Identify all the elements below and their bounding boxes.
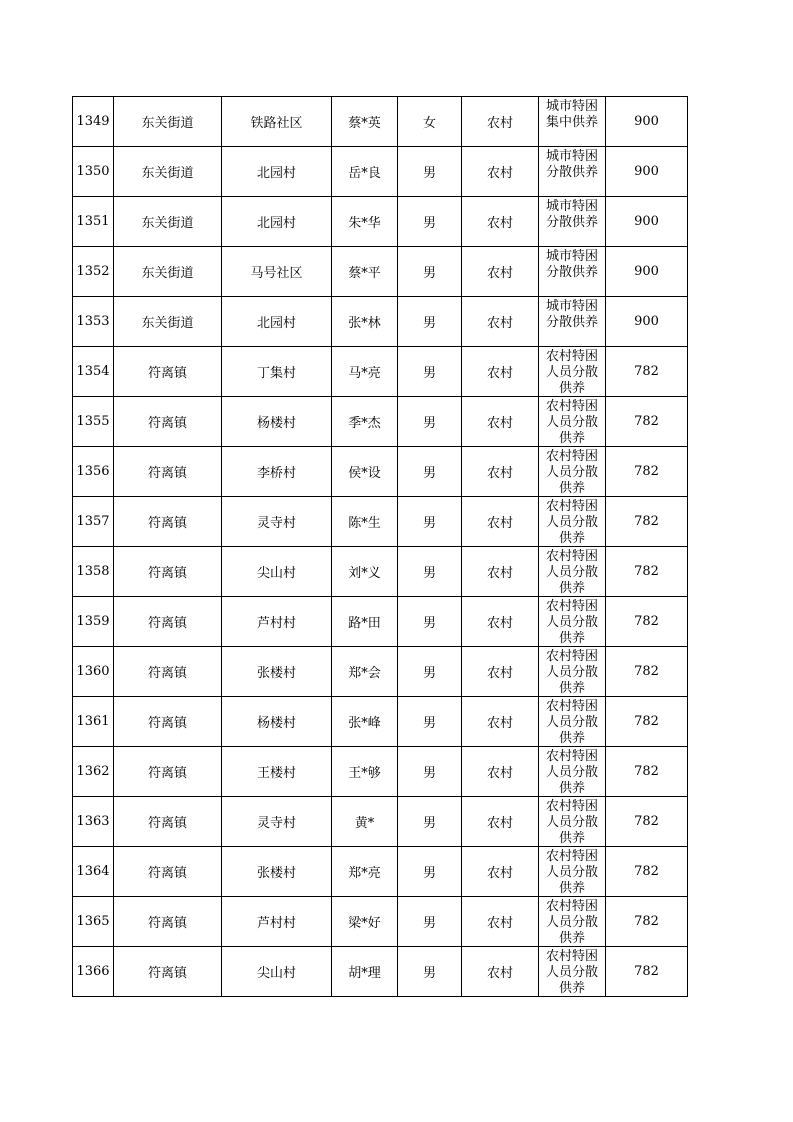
cell-village: 北园村: [222, 197, 332, 247]
cell-household-type: 农村: [462, 447, 539, 497]
cell-support-category: [539, 947, 606, 997]
cell-amount: 900: [606, 97, 688, 147]
cell-serial-number: 1363: [73, 797, 114, 847]
cell-village: 尖山村: [222, 547, 332, 597]
cell-support-category: [539, 547, 606, 597]
cell-village: 铁路社区: [222, 97, 332, 147]
cell-support-category: [539, 347, 606, 397]
support-category-text: 农村特困人员分散供养: [545, 549, 598, 594]
cell-village: 芦村村: [222, 897, 332, 947]
cell-gender: 男: [398, 847, 462, 897]
cell-gender: 男: [398, 447, 462, 497]
cell-person-name: 侯*设: [332, 447, 398, 497]
cell-street: 符离镇: [114, 697, 222, 747]
cell-support-category: [539, 797, 606, 847]
cell-street: 符离镇: [114, 897, 222, 947]
cell-amount: 782: [606, 497, 688, 547]
table-row: [73, 447, 688, 497]
cell-household-type: 农村: [462, 147, 539, 197]
cell-amount: 782: [606, 647, 688, 697]
cell-serial-number: 1357: [73, 497, 114, 547]
support-category-text: 农村特困人员分散供养: [545, 799, 598, 844]
cell-gender: 男: [398, 697, 462, 747]
cell-support-category: [539, 497, 606, 547]
cell-street: 东关街道: [114, 147, 222, 197]
cell-serial-number: 1355: [73, 397, 114, 447]
cell-person-name: 陈*生: [332, 497, 398, 547]
support-category-text: 农村特困人员分散供养: [545, 399, 598, 444]
cell-village: 张楼村: [222, 847, 332, 897]
cell-gender: 女: [398, 97, 462, 147]
cell-gender: 男: [398, 647, 462, 697]
cell-household-type: 农村: [462, 597, 539, 647]
table-row: [73, 647, 688, 697]
cell-person-name: 张*峰: [332, 697, 398, 747]
cell-support-category: [539, 397, 606, 447]
cell-serial-number: 1349: [73, 97, 114, 147]
cell-support-category: [539, 197, 606, 247]
cell-household-type: 农村: [462, 797, 539, 847]
cell-street: 符离镇: [114, 397, 222, 447]
cell-amount: 900: [606, 247, 688, 297]
cell-support-category: [539, 147, 606, 197]
cell-street: 东关街道: [114, 97, 222, 147]
cell-person-name: 蔡*英: [332, 97, 398, 147]
cell-person-name: 马*亮: [332, 347, 398, 397]
cell-gender: 男: [398, 897, 462, 947]
cell-amount: 782: [606, 847, 688, 897]
cell-street: 符离镇: [114, 597, 222, 647]
cell-person-name: 朱*华: [332, 197, 398, 247]
support-category-text: 农村特困人员分散供养: [545, 749, 598, 794]
cell-household-type: 农村: [462, 297, 539, 347]
cell-street: 符离镇: [114, 547, 222, 597]
cell-gender: 男: [398, 147, 462, 197]
support-category-text: 农村特困人员分散供养: [545, 599, 598, 644]
cell-support-category: [539, 897, 606, 947]
cell-street: 东关街道: [114, 197, 222, 247]
cell-person-name: 梁*好: [332, 897, 398, 947]
cell-amount: 782: [606, 947, 688, 997]
cell-household-type: 农村: [462, 247, 539, 297]
cell-person-name: 季*杰: [332, 397, 398, 447]
support-category-text: 农村特困人员分散供养: [545, 349, 598, 394]
support-category-text: 农村特困人员分散供养: [545, 849, 598, 894]
table-body: [73, 97, 688, 997]
table-row: [73, 547, 688, 597]
cell-support-category: [539, 597, 606, 647]
cell-village: 灵寺村: [222, 797, 332, 847]
table-row: [73, 797, 688, 847]
table-row: [73, 147, 688, 197]
cell-support-category: [539, 247, 606, 297]
support-category-text: 农村特困人员分散供养: [545, 899, 598, 944]
cell-street: 东关街道: [114, 247, 222, 297]
table-row: [73, 197, 688, 247]
cell-serial-number: 1361: [73, 697, 114, 747]
cell-household-type: 农村: [462, 97, 539, 147]
support-category-text: 农村特困人员分散供养: [545, 649, 598, 694]
cell-village: 丁集村: [222, 347, 332, 397]
table-row: [73, 947, 688, 997]
cell-household-type: 农村: [462, 497, 539, 547]
cell-street: 符离镇: [114, 497, 222, 547]
cell-serial-number: 1362: [73, 747, 114, 797]
cell-amount: 900: [606, 197, 688, 247]
cell-gender: 男: [398, 197, 462, 247]
cell-gender: 男: [398, 547, 462, 597]
cell-support-category: [539, 697, 606, 747]
cell-gender: 男: [398, 497, 462, 547]
table-row: [73, 347, 688, 397]
cell-person-name: 胡*理: [332, 947, 398, 997]
cell-household-type: 农村: [462, 847, 539, 897]
cell-amount: 900: [606, 147, 688, 197]
support-category-text: 农村特困人员分散供养: [545, 499, 598, 544]
cell-household-type: 农村: [462, 897, 539, 947]
support-category-text: 农村特困人员分散供养: [545, 449, 598, 494]
cell-amount: 782: [606, 547, 688, 597]
cell-household-type: 农村: [462, 747, 539, 797]
cell-support-category: [539, 297, 606, 347]
cell-street: 符离镇: [114, 797, 222, 847]
cell-serial-number: 1358: [73, 547, 114, 597]
cell-serial-number: 1360: [73, 647, 114, 697]
cell-gender: 男: [398, 597, 462, 647]
cell-serial-number: 1356: [73, 447, 114, 497]
cell-serial-number: 1351: [73, 197, 114, 247]
cell-village: 李桥村: [222, 447, 332, 497]
support-category-text: 城市特困分散供养: [545, 249, 598, 280]
cell-household-type: 农村: [462, 647, 539, 697]
cell-serial-number: 1359: [73, 597, 114, 647]
table-row: [73, 297, 688, 347]
table-row: [73, 747, 688, 797]
cell-household-type: 农村: [462, 547, 539, 597]
cell-street: 符离镇: [114, 947, 222, 997]
table-row: [73, 697, 688, 747]
cell-gender: 男: [398, 347, 462, 397]
cell-amount: 782: [606, 347, 688, 397]
table-row: [73, 597, 688, 647]
cell-amount: 782: [606, 797, 688, 847]
cell-village: 张楼村: [222, 647, 332, 697]
cell-serial-number: 1364: [73, 847, 114, 897]
cell-street: 符离镇: [114, 647, 222, 697]
relief-roster-table: [72, 96, 688, 997]
cell-serial-number: 1352: [73, 247, 114, 297]
cell-street: 符离镇: [114, 447, 222, 497]
table-row: [73, 497, 688, 547]
table-row: [73, 397, 688, 447]
cell-support-category: [539, 97, 606, 147]
cell-gender: 男: [398, 747, 462, 797]
cell-support-category: [539, 647, 606, 697]
cell-support-category: [539, 447, 606, 497]
support-category-text: 城市特困集中供养: [545, 99, 598, 130]
cell-support-category: [539, 747, 606, 797]
cell-household-type: 农村: [462, 697, 539, 747]
cell-village: 芦村村: [222, 597, 332, 647]
cell-serial-number: 1366: [73, 947, 114, 997]
cell-village: 北园村: [222, 297, 332, 347]
support-category-text: 城市特困分散供养: [545, 199, 598, 230]
cell-village: 北园村: [222, 147, 332, 197]
cell-person-name: 黄*: [332, 797, 398, 847]
cell-amount: 782: [606, 447, 688, 497]
support-category-text: 农村特困人员分散供养: [545, 949, 598, 994]
cell-person-name: 岳*良: [332, 147, 398, 197]
cell-household-type: 农村: [462, 197, 539, 247]
cell-amount: 782: [606, 747, 688, 797]
cell-support-category: [539, 847, 606, 897]
table-row: [73, 97, 688, 147]
support-category-text: 农村特困人员分散供养: [545, 699, 598, 744]
cell-village: 杨楼村: [222, 397, 332, 447]
cell-amount: 782: [606, 697, 688, 747]
cell-amount: 782: [606, 397, 688, 447]
cell-person-name: 路*田: [332, 597, 398, 647]
cell-gender: 男: [398, 297, 462, 347]
cell-gender: 男: [398, 947, 462, 997]
cell-person-name: 刘*义: [332, 547, 398, 597]
cell-amount: 782: [606, 897, 688, 947]
table-row: [73, 897, 688, 947]
support-category-text: 城市特困分散供养: [545, 299, 598, 330]
cell-household-type: 农村: [462, 397, 539, 447]
cell-amount: 782: [606, 597, 688, 647]
cell-person-name: 郑*亮: [332, 847, 398, 897]
cell-person-name: 王*够: [332, 747, 398, 797]
cell-serial-number: 1365: [73, 897, 114, 947]
cell-person-name: 郑*会: [332, 647, 398, 697]
cell-street: 东关街道: [114, 297, 222, 347]
cell-village: 杨楼村: [222, 697, 332, 747]
cell-village: 灵寺村: [222, 497, 332, 547]
cell-serial-number: 1354: [73, 347, 114, 397]
cell-village: 尖山村: [222, 947, 332, 997]
cell-gender: 男: [398, 397, 462, 447]
cell-amount: 900: [606, 297, 688, 347]
cell-gender: 男: [398, 247, 462, 297]
table-row: [73, 847, 688, 897]
cell-street: 符离镇: [114, 747, 222, 797]
cell-person-name: 蔡*平: [332, 247, 398, 297]
cell-street: 符离镇: [114, 847, 222, 897]
cell-gender: 男: [398, 797, 462, 847]
cell-village: 马号社区: [222, 247, 332, 297]
cell-household-type: 农村: [462, 347, 539, 397]
cell-serial-number: 1353: [73, 297, 114, 347]
cell-serial-number: 1350: [73, 147, 114, 197]
cell-street: 符离镇: [114, 347, 222, 397]
cell-household-type: 农村: [462, 947, 539, 997]
cell-village: 王楼村: [222, 747, 332, 797]
support-category-text: 城市特困分散供养: [545, 149, 598, 180]
cell-person-name: 张*林: [332, 297, 398, 347]
table-row: [73, 247, 688, 297]
